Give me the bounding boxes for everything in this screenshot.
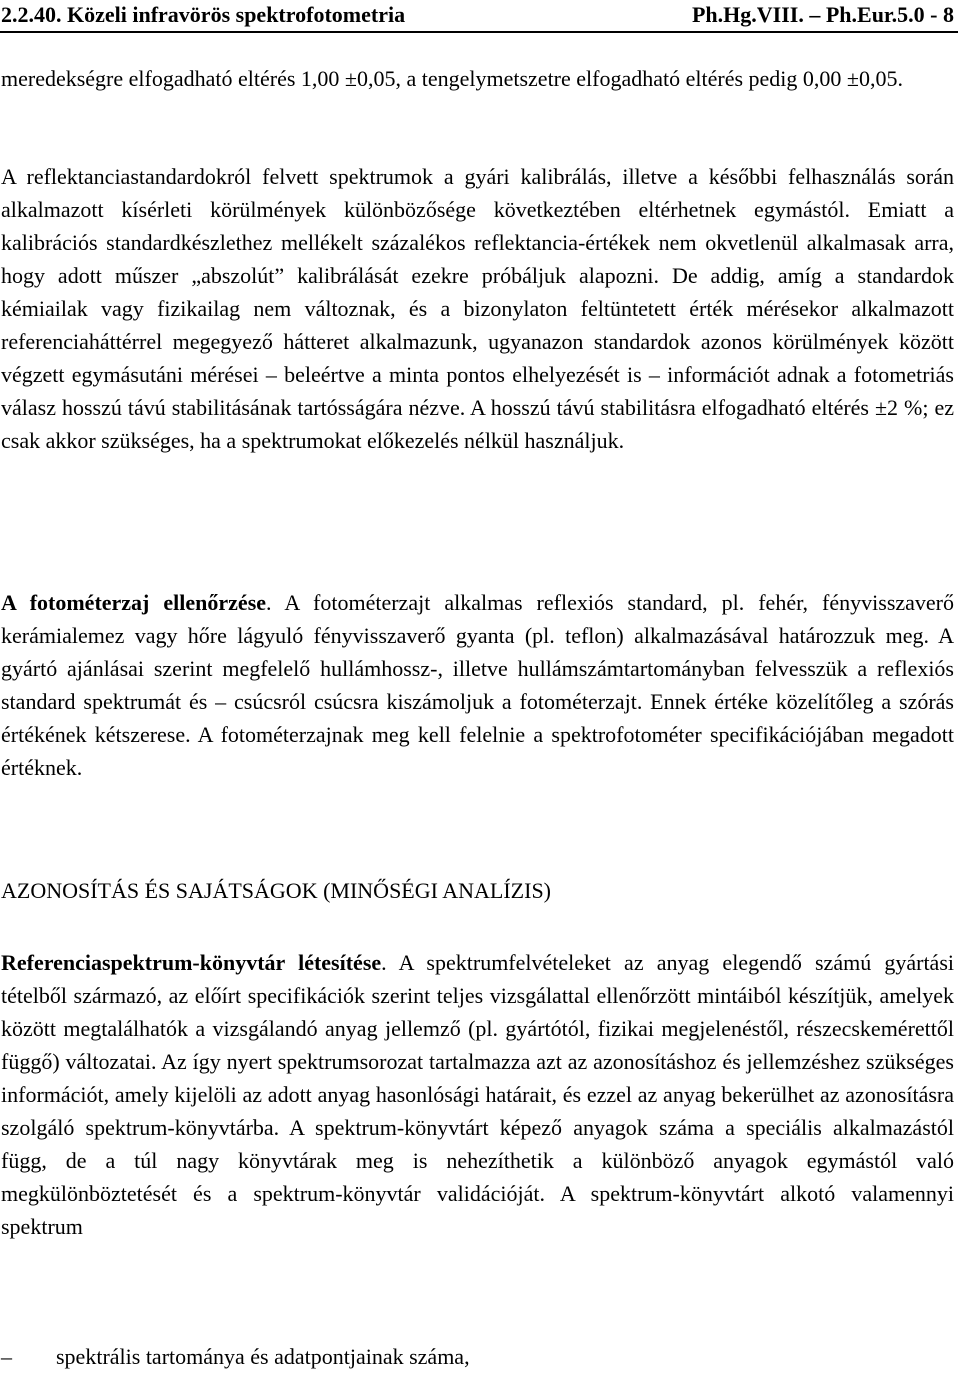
photometer-noise-title: A fotométerzaj ellenőrzése — [1, 590, 267, 615]
paragraph-reflectance-standards: A reflektanciastandardokról felvett spektrumok a gyári kalibrálás, illetve a későbbi felhasználás során alkalmazott kísérleti körülmények különbözősége következtében eltérhetnek egymástól. Emiatt a kalibrációs standardkészlethez mellékelt százalékos reflektancia-értékek nem okvetlenül alkalmasak arra, hogy adott műszer „abszolút” kalibrálását ezekre próbáljuk alapozni. De addig, amíg a standardok kémiailak vagy fizikailag nem változnak, és a bizonylaton feltüntetett érték mérésekor alkalmazott referenciaháttérrel megegyező hátteret alkalmazunk, ugyanazon standardok azonos körülmények között végzett egymásutáni mérései – beleértve a minta pontos elhelyezését is – információt adnak a fotometriás válasz hosszú távú stabilitásának tartósságára nézve. A hosszú távú stabilitásra elfogadható eltérés ±2 %; ez csak akkor szükséges, ha a spektrumokat előkezelés nélkül használjuk. — [1, 164, 954, 453]
section-title: 2.2.40. Közeli infravörös spektrofotometria — [1, 2, 406, 27]
list-item-text: spektrális tartománya és adatpontjainak száma, — [56, 1344, 470, 1369]
paragraph-tolerance: meredekségre elfogadható eltérés 1,00 ±0,05, a tengelymetszetre elfogadható eltérés pedig 0,00 ±0,05. — [1, 66, 903, 91]
reference-library-title: Referenciaspektrum-könyvtár létesítése — [1, 950, 382, 975]
pharmacopoeia-reference: Ph.Hg.VIII. – Ph.Eur.5.0 - 8 — [691, 2, 954, 27]
paragraph-photometer-noise — [1, 586, 954, 784]
section-heading: AZONOSÍTÁS ÉS SAJÁTSÁGOK (MINŐSÉGI ANALÍZIS) — [1, 878, 551, 903]
photometer-noise-body: . A fotométerzajt alkalmas reflexiós standard, pl. fehér, fényvisszaverő kerámialemez vagy hőre lágyuló fényvisszaverő gyanta (pl. teflon) alkalmazásával határozzuk meg. A gyártó ajánlásai szerint megfelelő hullámhossz-, illetve hullámszámtartományban felvesszük a reflexiós standard spektrumát és – csúcsról csúcsra kiszámoljuk a fotométerzajt. Ennek értéke közelítőleg a szórás értékének kétszerese. A fotométerzajnak meg kell felelnie a spektrofotométer specifikációjában megadott értéknek. — [1, 590, 954, 780]
paragraph-reference-library — [1, 946, 954, 1243]
list-dash: – — [1, 1344, 12, 1369]
reference-library-body: . A spektrumfelvételeket az anyag elegendő számú gyártási tételből származó, az előírt specifikációk szerint teljes vizsgálattal ellenőrzött mintáiból készítjük, amelyek között megtalálhatók a vizsgálandó anyag jellemző (pl. gyártótól, fizikai megjelenéstől, részecskemérettől függő) változatai. Az így nyert spektrumsorozat tartalmazza azt az azonosításhoz és jellemzéshez szükséges információt, amely kijelöli az adott anyag hasonlósági határait, és ezzel az anyag bekerülhet az azonosításra szolgáló spektrum-könyvtárba. A spektrum-könyvtárt képező anyagok száma a speciális alkalmazástól függ, de a túl nagy könyvtárak meg is nehezíthetik a különböző anyagok egymástól való megkülönböztetését és a spektrum-könyvtár validációját. A spektrum-könyvtárt alkotó valamennyi spektrum — [1, 950, 954, 1239]
page-header — [0, 0, 958, 33]
